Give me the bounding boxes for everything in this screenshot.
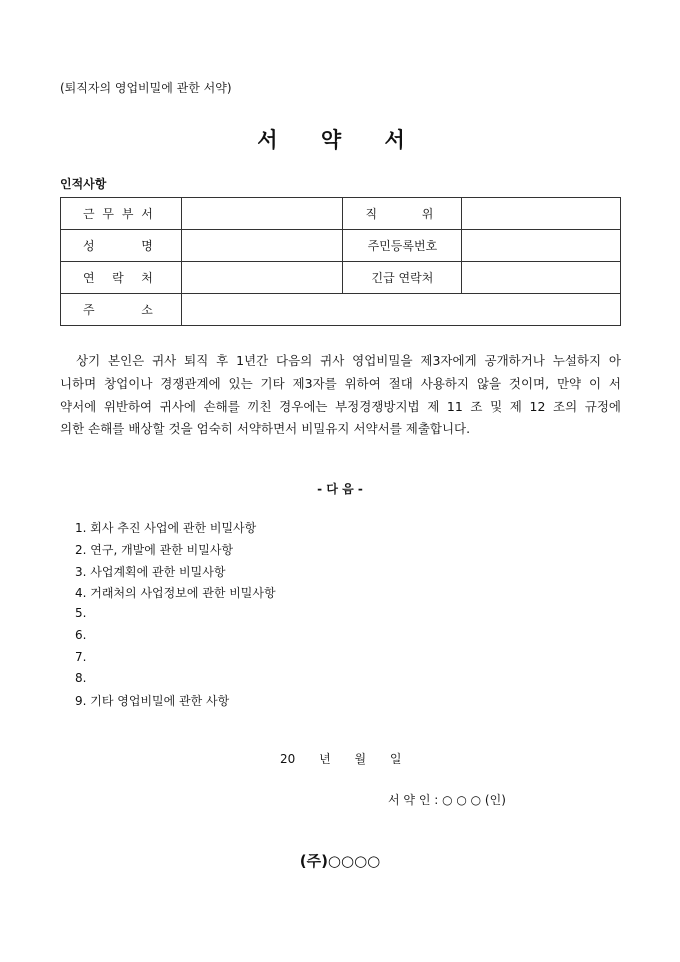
list-item: 5. <box>75 606 87 620</box>
list-item: 3. 사업계획에 관한 비밀사항 <box>75 565 226 579</box>
subtitle: (퇴직자의 영업비밀에 관한 서약) <box>60 81 232 95</box>
personal-info-table <box>60 197 621 326</box>
page-title: 서 약 서 <box>257 127 423 152</box>
list-item: 7. <box>75 650 87 664</box>
label-name: 성 명 <box>61 230 182 262</box>
label-emergency-contact: 긴급 연락처 <box>343 262 462 294</box>
emergency-contact-field[interactable] <box>462 262 621 294</box>
contact-field[interactable] <box>181 262 343 294</box>
next-heading: - 다 음 - <box>317 482 363 496</box>
paragraph-line: 상기 본인은 귀사 퇴직 후 1년간 다음의 귀사 영업비밀을 제3자에게 공개하거나 누설하지 아 <box>76 353 621 368</box>
signer-line: 서 약 인 : ○ ○ ○ (인) <box>388 793 506 807</box>
label-contact: 연 락 처 <box>61 262 182 294</box>
list-item: 4. 거래처의 사업정보에 관한 비밀사항 <box>75 586 276 600</box>
id-number-field[interactable] <box>462 230 621 262</box>
position-field[interactable] <box>462 198 621 230</box>
paragraph-line: 의한 손해를 배상할 것을 엄숙히 서약하면서 비밀유지 서약서를 제출합니다. <box>60 421 471 436</box>
list-item: 2. 연구, 개발에 관한 비밀사항 <box>75 543 234 557</box>
paragraph-line: 약서에 위반하여 귀사에 손해를 끼친 경우에는 부정경쟁방지법 제 11 조 및 제 12 조의 규정에 <box>60 399 621 414</box>
date-line: 20 년 월 일 <box>280 752 402 766</box>
list-item: 8. <box>75 671 87 685</box>
list-item: 1. 회사 추진 사업에 관한 비밀사항 <box>75 521 257 535</box>
label-position: 직 위 <box>343 198 462 230</box>
label-department: 근 무 부 서 <box>61 198 182 230</box>
company-name: (주)○○○○ <box>299 852 381 870</box>
list-item: 6. <box>75 628 87 642</box>
address-field[interactable] <box>181 294 620 326</box>
label-address: 주 소 <box>61 294 182 326</box>
name-field[interactable] <box>181 230 343 262</box>
paragraph-line: 니하며 창업이나 경쟁관계에 있는 기타 제3자를 위하여 절대 사용하지 않을 것이며, 만약 이 서 <box>60 376 621 391</box>
label-id-number: 주민등록번호 <box>343 230 462 262</box>
department-field[interactable] <box>181 198 343 230</box>
section-heading: 인적사항 <box>60 177 107 191</box>
list-item: 9. 기타 영업비밀에 관한 사항 <box>75 694 230 708</box>
